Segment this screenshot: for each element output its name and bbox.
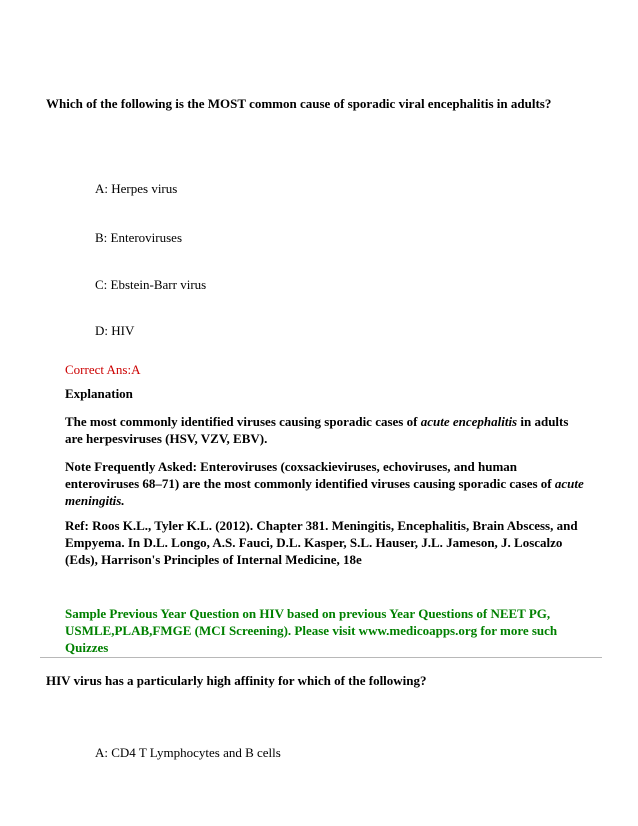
question-2-text: HIV virus has a particularly high affinity for which of the following? <box>46 673 427 688</box>
explanation-paragraph-1 <box>65 413 585 447</box>
question-1-option-c[interactable]: C: Ebstein-Barr virus <box>95 277 207 292</box>
explanation-p1-emphasis: acute encephalitis <box>420 414 518 429</box>
explanation-p1-start: The most commonly identified viruses causing sporadic cases of <box>65 414 421 429</box>
question-1-text: Which of the following is the MOST common cause of sporadic viral encephalitis in adults? <box>46 96 552 111</box>
question-divider <box>40 657 602 658</box>
question-1-option-b[interactable]: B: Enteroviruses <box>95 230 183 245</box>
question-2-option-a[interactable]: A: CD4 T Lymphocytes and B cells <box>95 745 281 760</box>
reference-citation: Ref: Roos K.L., Tyler K.L. (2012). Chapter 381. Meningitis, Encephalitis, Brain Abscess, and Empyema. In D.L. Longo, A.S. Fauci, D.L. Kasper, S.L. Hauser, J.L. Jameson, J. Loscalzo (Eds), Harrison's Principles of Internal Medicine, 18e <box>65 518 578 567</box>
explanation-p2-emphasis: acute meningitis. <box>65 476 584 508</box>
explanation-p2-start: Note Frequently Asked: Enteroviruses (coxsackieviruses, echoviruses, and human enteroviruses 68–71) are the most commonly identified viruses causing sporadic cases of <box>65 459 555 491</box>
explanation-heading: Explanation <box>65 386 133 401</box>
question-1-option-a[interactable]: A: Herpes virus <box>95 181 178 196</box>
question-1-option-d[interactable]: D: HIV <box>95 323 135 338</box>
correct-answer: Correct Ans:A <box>65 362 141 377</box>
sample-question-note: Sample Previous Year Question on HIV based on previous Year Questions of NEET PG, USMLE,PLAB,FMGE (MCI Screening). Please visit www.medicoapps.org for more such Quizzes <box>65 606 558 655</box>
explanation-p1-end: in adults are herpesviruses (HSV, VZV, EBV). <box>65 414 569 446</box>
explanation-paragraph-2 <box>65 458 585 509</box>
